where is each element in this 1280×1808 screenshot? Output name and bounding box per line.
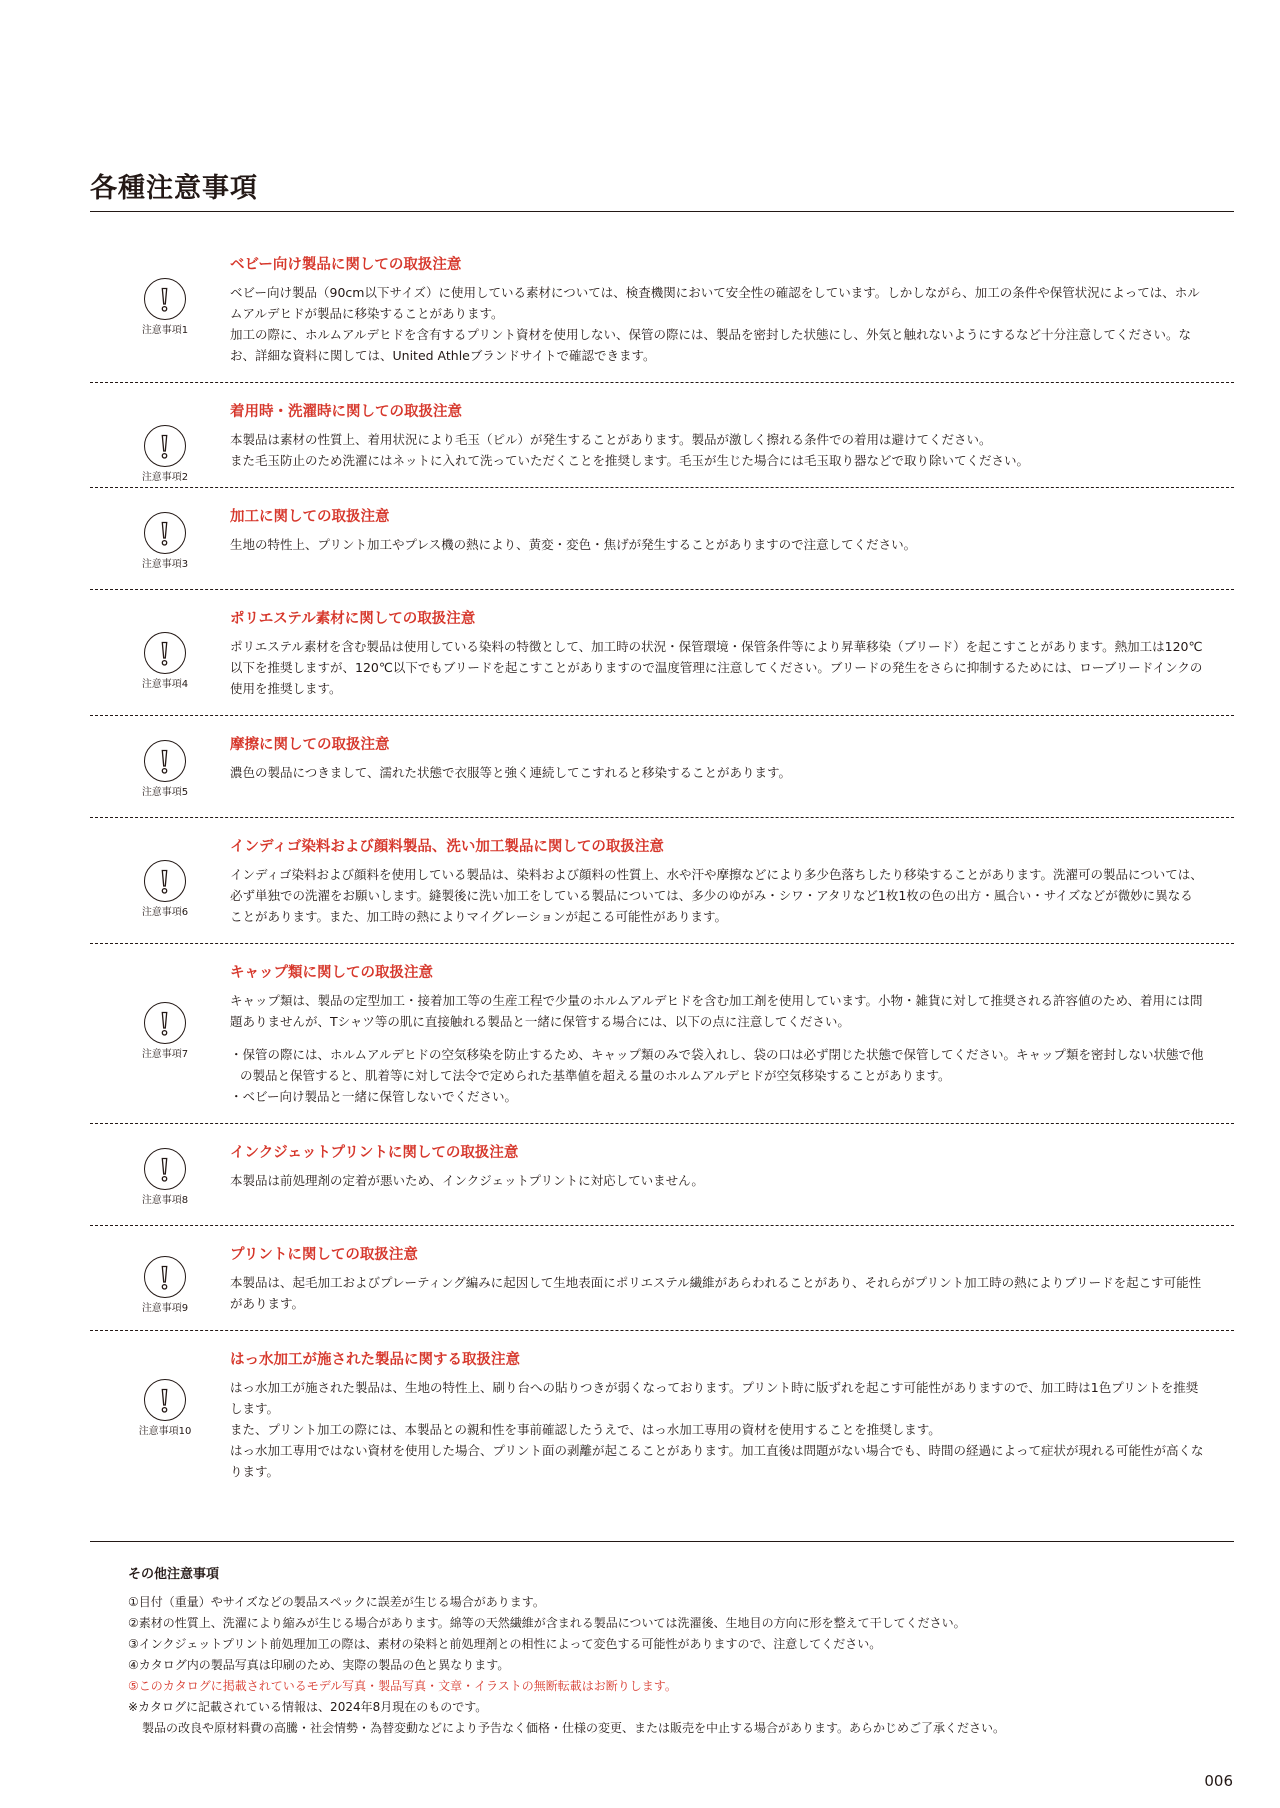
- exclamation-icon: [144, 512, 186, 554]
- page-title: 各種注意事項: [90, 173, 258, 204]
- exclamation-icon: [144, 1256, 186, 1298]
- caution-heading: キャップ類に関しての取扱注意: [230, 965, 433, 981]
- caution-section: [90, 734, 1234, 818]
- section-divider: [90, 715, 1234, 716]
- caution-text: 加工の際に、ホルムアルデヒドを含有するプリント資材を使用しない、保管の際には、製品を密封した状態にし、外気と触れないようにするなど十分注意してください。なお、詳細な資料に関しては、United Athleブランドサイトで確認できます。: [230, 327, 1192, 363]
- caution-section: [90, 1142, 1234, 1226]
- caution-heading: はっ水加工が施された製品に関する取扱注意: [230, 1352, 520, 1368]
- caution-text: 生地の特性上、プリント加工やプレス機の熱により、黄変・変色・焦げが発生することがありますので注意してください。: [230, 537, 917, 552]
- caution-text: また、プリント加工の際には、本製品との親和性を事前確認したうえで、はっ水加工専用の資材を使用することを推奨します。: [230, 1422, 941, 1437]
- caution-badge: [130, 740, 200, 800]
- caution-badge: [130, 278, 200, 338]
- caution-text: 濃色の製品につきまして、濡れた状態で衣服等と強く連続してこすれると移染することがあります。: [230, 765, 792, 780]
- page-number: 006: [1204, 1772, 1233, 1790]
- other-note-item: ②素材の性質上、洗濯により縮みが生じる場合があります。綿等の天然繊維が含まれる製品については洗濯後、生地目の方向に形を整えて干してください。: [128, 1616, 966, 1630]
- caution-badge: [130, 632, 200, 692]
- caution-badge: [130, 860, 200, 920]
- caution-text: 本製品は、起毛加工およびプレーティング編みに起因して生地表面にポリエステル繊維があらわれることがあり、それらがプリント加工時の熱によりブリードを起こす可能性があります。: [230, 1275, 1202, 1311]
- caution-label: 注意事項3: [141, 559, 189, 570]
- caution-section: [90, 836, 1234, 944]
- exclamation-icon: [144, 1002, 186, 1044]
- section-divider: [90, 382, 1234, 383]
- catalog-info-note: ※カタログに記載されている情報は、2024年8月現在のものです。: [128, 1700, 488, 1714]
- exclamation-icon: [144, 632, 186, 674]
- caution-section: [90, 1349, 1234, 1482]
- caution-text: はっ水加工が施された製品は、生地の特性上、刷り台への貼りつきが弱くなっております。プリント時に版ずれを起こす可能性がありますので、加工時は1色プリントを推奨します。: [230, 1380, 1199, 1416]
- caution-text: 本製品は素材の性質上、着用状況により毛玉（ピル）が発生することがあります。製品が激しく擦れる条件での着用は避けてください。: [230, 432, 992, 447]
- caution-badge: [130, 1379, 200, 1439]
- exclamation-icon: [144, 1148, 186, 1190]
- caution-text: はっ水加工専用ではない資材を使用した場合、プリント面の剥離が起こることがあります。加工直後は問題がない場合でも、時間の経過によって症状が現れる可能性が高くなります。: [230, 1443, 1204, 1479]
- other-divider: [90, 1541, 1234, 1542]
- caution-heading: 摩擦に関しての取扱注意: [230, 737, 390, 753]
- caution-heading: インディゴ染料および顔料製品、洗い加工製品に関しての取扱注意: [230, 839, 664, 855]
- caution-heading: 着用時・洗濯時に関しての取扱注意: [230, 404, 462, 420]
- section-divider: [90, 487, 1234, 488]
- caution-text: 本製品は前処理剤の定着が悪いため、インクジェットプリントに対応していません。: [230, 1173, 704, 1188]
- caution-section: [90, 1244, 1234, 1331]
- caution-text: ポリエステル素材を含む製品は使用している染料の特徴として、加工時の状況・保管環境・保管条件等により昇華移染（ブリード）を起こすことがあります。熱加工は120℃以下を推奨しますが、120℃以下でもブリードを起こすことがありますので温度管理に注意してください。ブリードの発生をさらに抑制するためには、ローブリードインクの使用を推奨します。: [230, 639, 1203, 696]
- caution-text: ベビー向け製品（90cm以下サイズ）に使用している素材については、検査機関において安全性の確認をしています。しかしながら、加工の条件や保管状況によっては、ホルムアルデヒドが製品に移染することがあります。: [230, 285, 1200, 321]
- caution-bullet: ・ベビー向け製品と一緒に保管しないでください。: [230, 1089, 518, 1104]
- caution-section: [90, 401, 1234, 488]
- caution-bullet: ・保管の際には、ホルムアルデヒドの空気移染を防止するため、キャップ類のみで袋入れし、袋の口は必ず閉じた状態で保管してください。キャップ類を密封しない状態で他の製品と保管すると、肌着等に対して法令で定められた基準値を超える量のホルムアルデヒドが空気移染することがあります。: [230, 1047, 1204, 1083]
- caution-section: [90, 608, 1234, 716]
- caution-text: また毛玉防止のため洗濯にはネットに入れて洗っていただくことを推奨します。毛玉が生じた場合には毛玉取り器などで取り除いてください。: [230, 453, 1030, 468]
- exclamation-icon: [144, 1379, 186, 1421]
- caution-badge: [130, 1148, 200, 1208]
- caution-label: 注意事項9: [141, 1303, 189, 1314]
- other-note-item: ④カタログ内の製品写真は印刷のため、実際の製品の色と異なります。: [128, 1658, 510, 1672]
- caution-text: インディゴ染料および顔料を使用している製品は、染料および顔料の性質上、水や汗や摩擦などにより多少色落ちしたり移染することがあります。洗濯可の製品については、必ず単独での洗濯をお願いします。縫製後に洗い加工をしている製品については、多少のゆがみ・シワ・アタリなど1枚1枚の色の出方・風合い・サイズなどが微妙に異なることがあります。また、加工時の熱によりマイグレーションが起こる可能性があります。: [230, 867, 1203, 924]
- section-divider: [90, 943, 1234, 944]
- caution-badge: [130, 1256, 200, 1316]
- caution-label: 注意事項1: [141, 325, 189, 336]
- caution-heading: ベビー向け製品に関しての取扱注意: [230, 257, 462, 273]
- caution-heading: インクジェットプリントに関しての取扱注意: [230, 1145, 519, 1161]
- catalog-change-note: 製品の改良や原材料費の高騰・社会情勢・為替変動などにより予告なく価格・仕様の変更、または販売を中止する場合があります。あらかじめご了承ください。: [142, 1721, 1006, 1735]
- caution-label: 注意事項5: [141, 787, 189, 798]
- caution-heading: プリントに関しての取扱注意: [230, 1247, 418, 1263]
- caution-sections: [90, 254, 1234, 1482]
- section-divider: [90, 1123, 1234, 1124]
- caution-label: 注意事項6: [141, 907, 189, 918]
- other-notes: [128, 1563, 1218, 1739]
- other-note-item: ①目付（重量）やサイズなどの製品スペックに誤差が生じる場合があります。: [128, 1595, 545, 1609]
- other-note-item-warning: ⑤このカタログに掲載されているモデル写真・製品写真・文章・イラストの無断転載はお断りします。: [128, 1679, 677, 1693]
- title-divider: [90, 211, 1234, 212]
- caution-label: 注意事項4: [141, 679, 189, 690]
- caution-badge: [130, 512, 200, 572]
- caution-label: 注意事項2: [141, 472, 189, 483]
- exclamation-icon: [144, 740, 186, 782]
- section-divider: [90, 1330, 1234, 1331]
- exclamation-icon: [144, 860, 186, 902]
- caution-badge: [130, 425, 200, 485]
- caution-label: 注意事項10: [138, 1426, 192, 1437]
- caution-section: [90, 962, 1234, 1124]
- caution-label: 注意事項7: [141, 1049, 189, 1060]
- section-divider: [90, 589, 1234, 590]
- caution-badge: [130, 1002, 200, 1062]
- caution-section: [90, 506, 1234, 590]
- other-note-item: ③インクジェットプリント前処理加工の際は、素材の染料と前処理剤との相性によって変色する可能性がありますので、注意してください。: [128, 1637, 882, 1651]
- caution-heading: ポリエステル素材に関しての取扱注意: [230, 611, 476, 627]
- caution-section: [90, 254, 1234, 383]
- caution-heading: 加工に関しての取扱注意: [230, 509, 390, 525]
- exclamation-icon: [144, 278, 186, 320]
- section-divider: [90, 1225, 1234, 1226]
- caution-label: 注意事項8: [141, 1195, 189, 1206]
- other-notes-heading: その他注意事項: [128, 1567, 220, 1582]
- caution-text: キャップ類は、製品の定型加工・接着加工等の生産工程で少量のホルムアルデヒドを含む加工剤を使用しています。小物・雑貨に対して推奨される許容値のため、着用には問題ありませんが、Tシャツ等の肌に直接触れる製品と一緒に保管する場合には、以下の点に注意してください。: [230, 993, 1203, 1029]
- section-divider: [90, 817, 1234, 818]
- exclamation-icon: [144, 425, 186, 467]
